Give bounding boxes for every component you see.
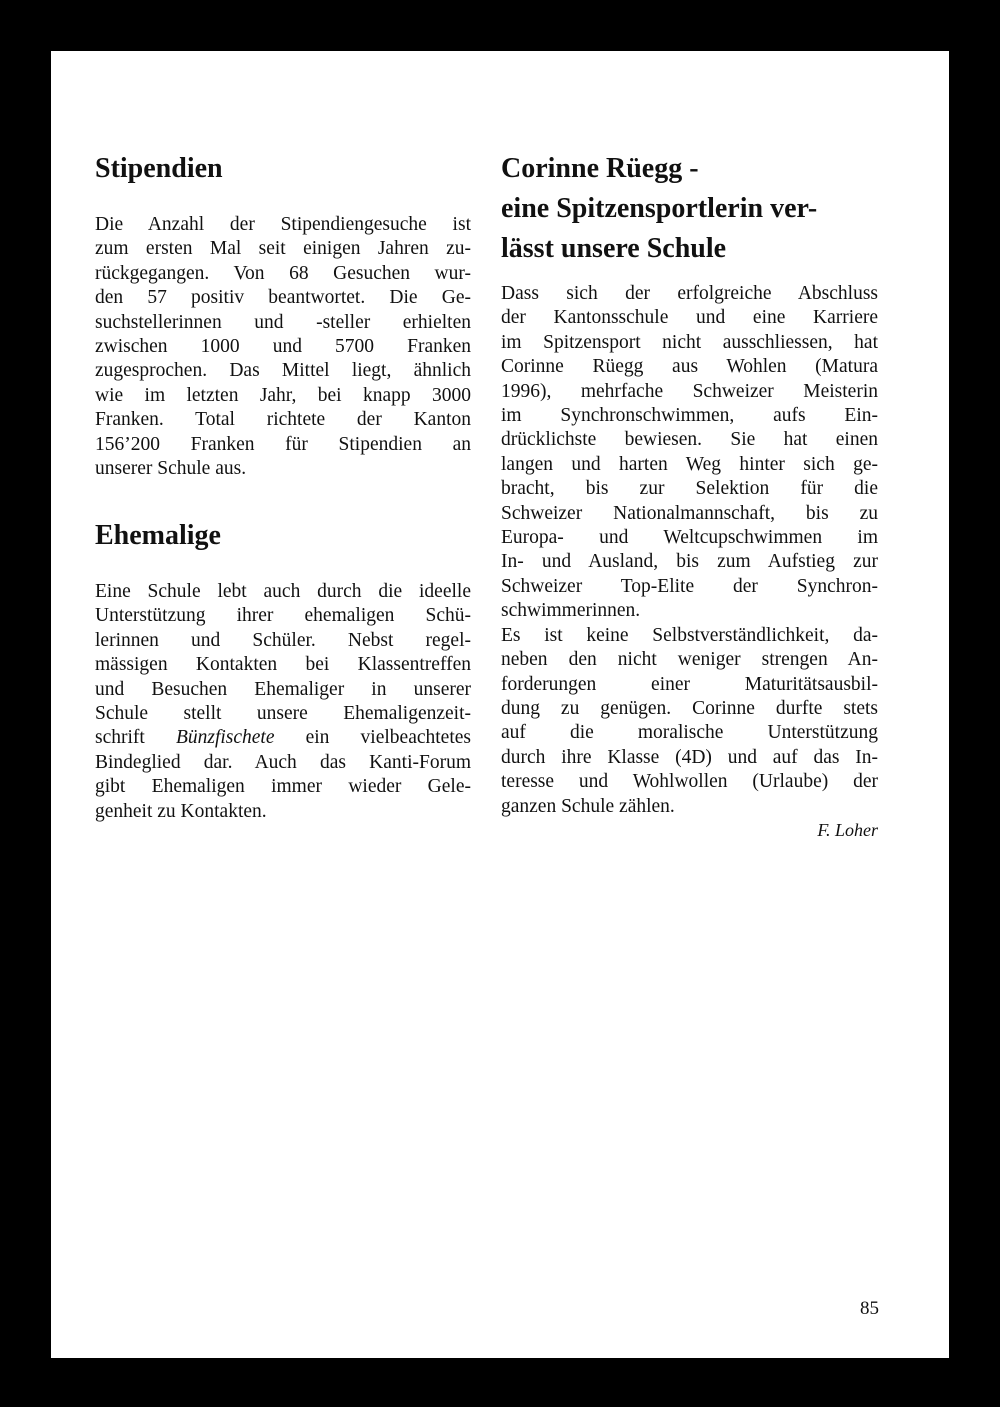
text-line: gibt Ehemaligen immer wieder Gele- [95, 776, 471, 798]
text-line: ganzen Schule zählen. [501, 795, 675, 817]
text-line: Schweizer Top-Elite der Synchron- [501, 575, 878, 597]
text-line: wie im letzten Jahr, bei knapp 3000 [95, 384, 471, 406]
text-line: lerinnen und Schüler. Nebst regel- [95, 629, 471, 651]
text-line: mässigen Kontakten bei Klassentreffen [95, 654, 471, 676]
text-line: Schweizer Nationalmannschaft, bis zu [501, 502, 878, 524]
heading-line: Corinne Rüegg - [501, 153, 699, 184]
text-line: Franken. Total richtete der Kanton [95, 409, 471, 431]
heading-corinne-ruegg [501, 149, 878, 269]
text-line: Die Anzahl der Stipendiengesuche ist [95, 214, 471, 235]
publication-title: Bünzfischete [175, 727, 275, 749]
text-line: drücklichste bewiesen. Sie hat einen [501, 429, 878, 451]
text-line: durch ihre Klasse (4D) und auf das In- [501, 746, 878, 768]
text-line: unserer Schule aus. [95, 458, 247, 480]
text-line: Dass sich der erfolgreiche Abschluss [501, 283, 878, 304]
text-segment: ein vielbeachtetes [274, 727, 471, 749]
text-line: Corinne Rüegg aus Wohlen (Matura [501, 356, 878, 378]
paragraph-stipendien [95, 213, 471, 481]
author-signature: F. Loher [817, 820, 878, 840]
page-number: 85 [860, 1298, 879, 1319]
heading-stipendien: Stipendien [95, 153, 223, 184]
paragraph-ehemalige [95, 580, 471, 824]
heading-line: eine Spitzensportlerin ver- [501, 193, 818, 224]
document-page [51, 51, 949, 1358]
text-line: zum ersten Mal seit einigen Jahren zu- [95, 238, 471, 260]
text-line: genheit zu Kontakten. [95, 800, 267, 822]
text-line: Schule stellt unsere Ehemaligenzeit- [95, 703, 471, 725]
text-line: zwischen 1000 und 5700 Franken [95, 336, 471, 358]
text-line: der Kantonsschule und eine Karriere [501, 307, 878, 329]
text-line: rückgegangen. Von 68 Gesuchen wur- [95, 262, 471, 284]
text-line: zugesprochen. Das Mittel liegt, ähnlich [95, 360, 471, 382]
text-line: teresse und Wohlwollen (Urlaube) der [501, 771, 878, 793]
text-line-with-italic [95, 726, 471, 750]
text-line: suchstellerinnen und -steller erhielten [95, 311, 471, 333]
text-line: langen und harten Weg hinter sich ge- [501, 453, 878, 475]
text-line: 1996), mehrfache Schweizer Meisterin [501, 380, 878, 402]
text-line: bracht, bis zur Selektion für die [501, 478, 878, 500]
text-line: den 57 positiv beantwortet. Die Ge- [95, 287, 471, 309]
text-line: 156’200 Franken für Stipendien an [95, 433, 471, 455]
text-line: im Spitzensport nicht ausschliessen, hat [501, 331, 878, 353]
text-line: Es ist keine Selbstverständlichkeit, da- [501, 624, 878, 646]
text-line: Bindeglied dar. Auch das Kanti-Forum [95, 751, 471, 773]
text-line: dung zu genügen. Corinne durfte stets [501, 697, 878, 719]
heading-line: lässt unsere Schule [501, 233, 727, 264]
text-line: neben den nicht weniger strengen An- [501, 649, 878, 671]
text-segment: schrift [95, 727, 176, 749]
text-line: forderungen einer Maturitätsausbil- [501, 673, 878, 695]
paragraph-ruegg-1 [501, 282, 878, 819]
heading-ehemalige: Ehemalige [95, 520, 221, 551]
text-line: und Besuchen Ehemaliger in unserer [95, 678, 471, 700]
text-line: auf die moralische Unterstützung [501, 722, 878, 744]
text-line: In- und Ausland, bis zum Aufstieg zur [501, 551, 878, 573]
text-line: im Synchronschwimmen, aufs Ein- [501, 405, 878, 427]
text-line: schwimmerinnen. [501, 600, 641, 622]
text-line: Eine Schule lebt auch durch die ideelle [95, 581, 471, 602]
text-line: Europa- und Weltcupschwimmen im [501, 527, 878, 549]
text-line: Unterstützung ihrer ehemaligen Schü- [95, 605, 471, 627]
